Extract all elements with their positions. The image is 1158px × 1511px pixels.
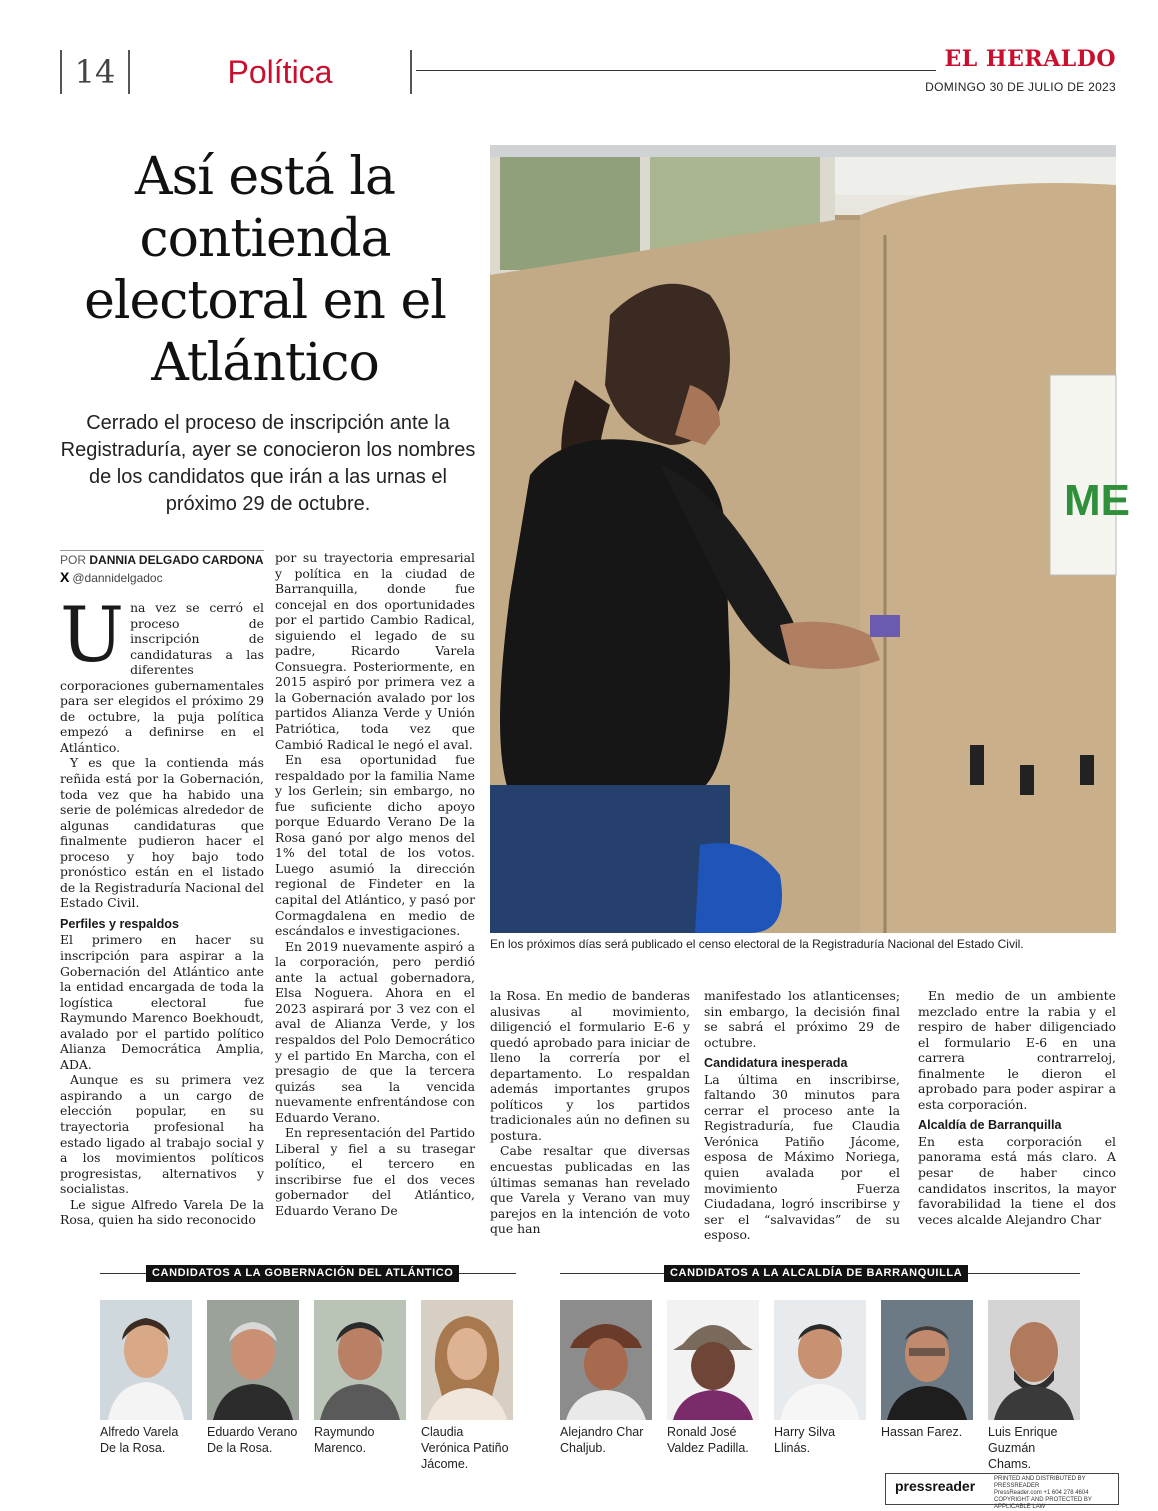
candidate-card — [881, 1300, 973, 1440]
paragraph: Aunque es su primera vez aspirando a un cargo de elección popular, en su trayectoria profesional ha estado ligado al trabajo social y a los movimientos políticos progresistas, alternativos y socialistas. — [60, 1072, 264, 1197]
subhead: Candidatura inesperada — [704, 1056, 848, 1071]
candidate-photo — [207, 1300, 299, 1420]
candidate-card — [667, 1300, 759, 1456]
candidate-card — [988, 1300, 1080, 1472]
candidate-name: Luis Enrique Guzmán Chams. — [988, 1425, 1058, 1471]
candidate-photo — [314, 1300, 406, 1420]
candidate-card — [207, 1300, 299, 1456]
candidate-name: Harry Silva Llinás. — [774, 1425, 836, 1455]
candidate-name: Eduardo Verano De la Rosa. — [207, 1425, 298, 1455]
byline — [60, 550, 264, 567]
candidate-name: Hassan Farez. — [881, 1425, 963, 1439]
byline-prefix: POR — [60, 553, 87, 567]
candidate-name: Raymundo Marenco. — [314, 1425, 375, 1455]
deck: Cerrado el proceso de inscripción ante la Registraduría, ayer se conocieron los nombres de los candidatos que irán a las urnas el próximo 29 de octubre. — [60, 412, 476, 515]
handle-text: @dannidelgadoc — [72, 571, 163, 585]
pressreader-logo-icon: pressreader — [895, 1478, 976, 1494]
candidate-card — [314, 1300, 406, 1456]
dropcap: U — [60, 590, 125, 679]
candidate-name: Alfredo Varela De la Rosa. — [100, 1425, 179, 1455]
subhead: Perfiles y respaldos — [60, 916, 180, 931]
paragraph: Una vez se cerró el proceso de inscripción de candidaturas a las diferentes corporaciones gubernamentales para ser elegidos el próximo 29 de octubre, la puja política empezó a definirse en el Atlántico. — [60, 590, 264, 755]
candidate-card — [560, 1300, 652, 1456]
main-photo — [490, 145, 1130, 933]
headline: Así está la contienda electoral en el Atlántico — [84, 147, 446, 393]
paragraph: El primero en hacer su inscripción para aspirar a la Gobernación del Atlántico ante la entidad encargada de toda la logística electoral fue Raymundo Marenco Boekhoudt, avalado por el partido político Alianza Democrática Amplia, ADA. — [60, 932, 264, 1072]
section-title: Política — [150, 50, 412, 94]
brand-logo: EL HERALDO — [936, 46, 1116, 72]
paragraph: La última en inscribirse, faltando 30 minutos para cerrar el proceso ante la Registraduría, fue Claudia Verónica Patiño Jácome, esposa de Máximo Noriega, quien avalada por el movimiento Fuerza Ciudadana, logró inscribirse y ser el “salvavidas” de su esposo. — [704, 1071, 900, 1243]
candidate-name: Alejandro Char Chaljub. — [560, 1425, 644, 1455]
article-column-2 — [275, 550, 475, 1219]
svg-text:ME: ME — [1064, 476, 1130, 525]
candidate-card — [421, 1300, 513, 1472]
paragraph: por su trayectoria empresarial y política en la ciudad de Barranquilla, donde fue concejal en dos oportunidades por el partido Cambio Radical, siguiendo el legado de su padre, Ricardo Varela Consuegra. Posteriormente, en 2015 aspiró por primera vez a la Gobernación avalado por los partidos Alianza Verde y Unión Patriótica, toda vez que Cambió Radical le negó el aval. — [275, 550, 475, 752]
author-handle — [60, 569, 163, 585]
voting-booth-illustration — [490, 145, 1130, 933]
paragraph: En medio de un ambiente mezclado entre la rabia y el respiro de haber diligenciado el formulario E-6 en una carrera contrarreloj, finalmente le dieron el aprobado para poder aspirar a esta corporación. — [918, 988, 1116, 1112]
edition-date: DOMINGO 30 DE JULIO DE 2023 — [925, 80, 1116, 94]
candidate-name: Claudia Verónica Patiño Jácome. — [421, 1425, 509, 1471]
paragraph: Cabe resaltar que diversas encuestas publicadas en las últimas semanas han revelado que Varela y Verano van muy parejos en la intención de voto que han — [490, 1143, 690, 1237]
candidate-name: Ronald José Valdez Padilla. — [667, 1425, 749, 1455]
candidate-photo — [421, 1300, 513, 1420]
candidate-photo — [988, 1300, 1080, 1420]
candidate-photo — [881, 1300, 973, 1420]
candidate-photo — [100, 1300, 192, 1420]
x-logo-icon: X — [60, 569, 70, 585]
subhead: Alcaldía de Barranquilla — [918, 1118, 1062, 1133]
photo-caption: En los próximos días será publicado el censo electoral de la Registraduría Nacional del Estado Civil. — [490, 937, 1024, 951]
article-column-4 — [704, 988, 900, 1243]
byline-name: DANNIA DELGADO CARDONA — [89, 553, 264, 567]
alcaldia-title: CANDIDATOS A LA ALCALDÍA DE BARRANQUILLA — [664, 1265, 968, 1282]
pressreader-fine-print: PRINTED AND DISTRIBUTED BY PRESSREADER PressReader.com +1 604 278 4604 COPYRIGHT AND PROTECTED BY APPLICABLE LAW — [994, 1476, 1092, 1510]
article-column-1 — [60, 590, 264, 1228]
paragraph: En 2019 nuevamente aspiró a la corporación, pero perdió ante la actual gobernadora, Elsa Noguera. Ahora en el 2023 aspirará por 3 vez con el aval de Alianza Verde, y los respaldos del Polo Democrático y el partido En Marcha, con el presagio de que la tercera quizás sea la vencida nuevamente enfrentándose con Eduardo Verano. — [275, 938, 475, 1125]
candidate-photo — [774, 1300, 866, 1420]
page-number: 14 — [60, 50, 130, 94]
article-column-3 — [490, 988, 690, 1237]
candidate-card — [774, 1300, 866, 1456]
gobernacion-title: CANDIDATOS A LA GOBERNACIÓN DEL ATLÁNTICO — [146, 1265, 459, 1282]
candidate-photo — [667, 1300, 759, 1420]
paragraph: manifestado los atlanticenses; sin embargo, la decisión final se sabrá el próximo 29 de octubre. — [704, 988, 900, 1050]
paragraph: Y es que la contienda más reñida está por la Gobernación, toda vez que ha habido una serie de polémicas alrededor de algunas candidaturas que finalmente pudieron hacer el proceso y hoy bajo todo pronóstico están en el listado de la Registraduría Nacional del Estado Civil. — [60, 755, 264, 911]
article-column-5 — [918, 988, 1116, 1227]
paragraph: En representación del Partido Liberal y fiel a su trasegar político, el tercero en inscribirse fue el dos veces gobernador del Atlántico, Eduardo Verano De — [275, 1125, 475, 1218]
paragraph: En esa oportunidad fue respaldado por la familia Name y los Gerlein; sin embargo, no fue suficiente dicho apoyo porque Eduardo Verano De la Rosa ganó por algo menos del 1% del total de los votos. Luego asumió la dirección regional de Findeter en la capital del Atlántico, y pasó por Cormagdalena en medio de escándalos e investigaciones. — [275, 752, 475, 939]
paragraph: En esta corporación el panorama está más claro. A pesar de haber cinco candidatos inscritos, la mayor favorabilidad la tiene el dos veces alcalde Alejandro Char — [918, 1133, 1116, 1227]
candidate-card — [100, 1300, 192, 1456]
paragraph: Le sigue Alfredo Varela De la Rosa, quien ha sido reconocido — [60, 1196, 264, 1228]
candidate-photo — [560, 1300, 652, 1420]
paragraph: la Rosa. En medio de banderas alusivas al movimiento, diligenció el formulario E-6 y quedó aprobado para iniciar de lleno la correría por el departamento. Lo respaldan además importantes grupos políticos y los partidos tradicionales aún no definen su postura. — [490, 988, 690, 1143]
